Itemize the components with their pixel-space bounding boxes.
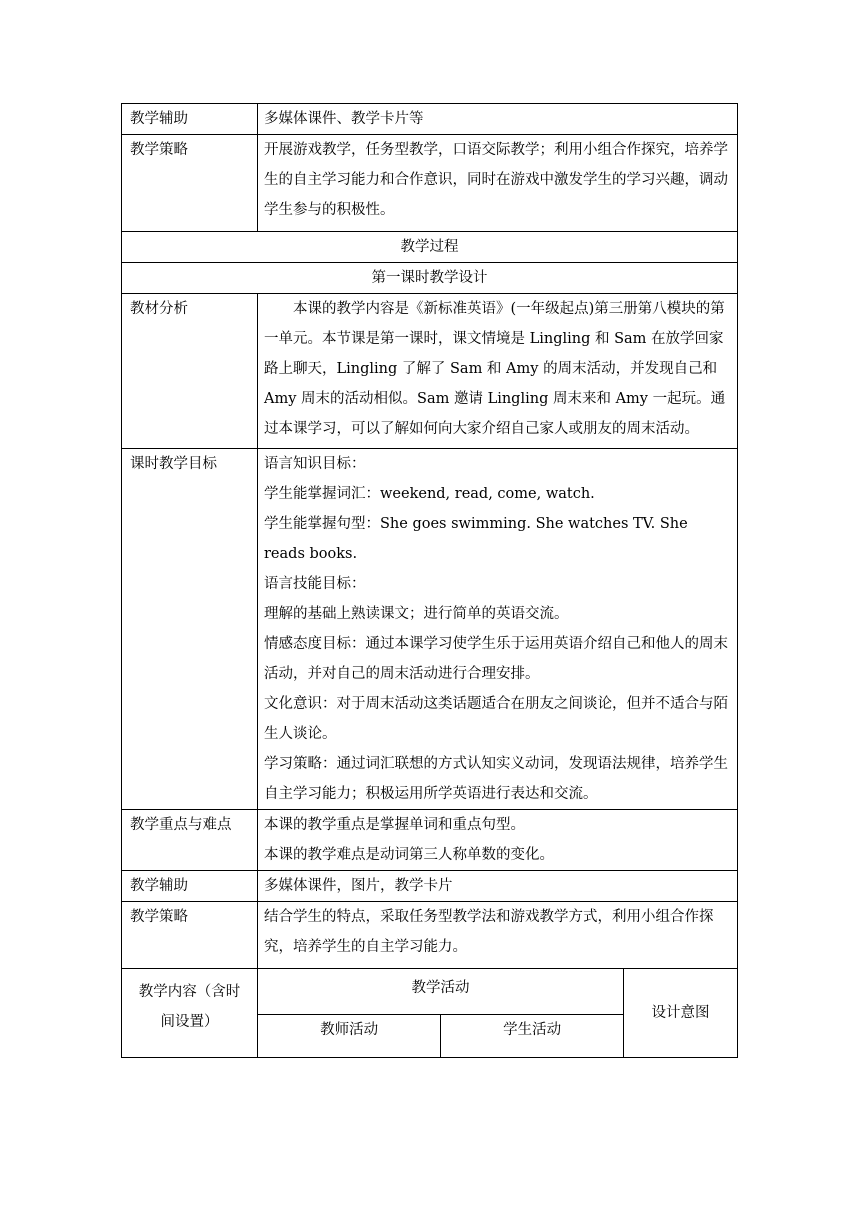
student-activity-heading: 学生活动 xyxy=(441,1015,624,1058)
activity-header-table xyxy=(258,969,737,1057)
analysis-text: 本课的教学内容是《新标准英语》(一年级起点)第三册第八模块的第一单元。本节课是第一课时，课文情境是 Lingling 和 Sam 在放学回家路上聊天，Lingling 了解了 Sam 和 Amy 的周末活动，并发现自己和 Amy 周末的活动相似。Sam 邀请 Lingling 周末来和 Amy 一起玩。通过本课学习，可以了解如何向大家介绍自己家人或朋友的周末活动。 xyxy=(258,294,738,449)
aids-text: 多媒体课件，图片，教学卡片 xyxy=(258,871,738,902)
table-row xyxy=(122,810,738,871)
row-value: 开展游戏教学，任务型教学，口语交际教学；利用小组合作探究，培养学生的自主学习能力和合作意识，同时在游戏中激发学生的学习兴趣，调动学生参与的积极性。 xyxy=(258,135,738,232)
table-row xyxy=(122,969,738,1058)
table-row xyxy=(122,294,738,449)
objective-line: 语言知识目标： xyxy=(264,456,366,472)
row-label: 教学策略 xyxy=(122,902,258,969)
row-label: 教学辅助 xyxy=(122,104,258,135)
intent-heading: 设计意图 xyxy=(624,969,738,1057)
row-label: 教学策略 xyxy=(122,135,258,232)
objective-line: 学习策略：通过词汇联想的方式认知实义动词，发现语法规律，培养学生自主学习能力；积极运用所学英语进行表达和交流。 xyxy=(264,756,728,802)
table-row xyxy=(122,263,738,294)
row-label: 教学辅助 xyxy=(122,871,258,902)
teacher-activity-heading: 教师活动 xyxy=(258,1015,441,1058)
table-row xyxy=(122,104,738,135)
content-label: 教学内容（含时间设置） xyxy=(122,969,258,1058)
row-label: 教材分析 xyxy=(122,294,258,449)
objective-line: 语言技能目标： xyxy=(264,576,366,592)
row-label: 教学重点与难点 xyxy=(122,810,258,871)
objective-line: 学生能掌握词汇：weekend, read, come, watch. xyxy=(264,486,595,502)
objective-line: 文化意识：对于周末活动这类话题适合在朋友之间谈论，但并不适合与陌生人谈论。 xyxy=(264,696,728,742)
activities-heading: 教学活动 xyxy=(258,969,624,1015)
objective-line: 理解的基础上熟读课文；进行简单的英语交流。 xyxy=(264,606,569,622)
table-row xyxy=(122,871,738,902)
key-points-cell xyxy=(258,810,738,871)
section-title: 教学过程 xyxy=(122,232,738,263)
row-label: 课时教学目标 xyxy=(122,449,258,810)
table-row xyxy=(122,232,738,263)
key-point-line: 本课的教学重点是掌握单词和重点句型。 xyxy=(264,817,525,833)
table-row xyxy=(122,902,738,969)
objective-line: 学生能掌握句型：She goes swimming. She watches TV. She reads books. xyxy=(264,516,688,562)
row-value: 多媒体课件、教学卡片等 xyxy=(258,104,738,135)
lesson-plan-table xyxy=(121,103,738,1058)
objective-line: 情感态度目标：通过本课学习使学生乐于运用英语介绍自己和他人的周末活动，并对自己的周末活动进行合理安排。 xyxy=(264,636,728,682)
table-row xyxy=(122,135,738,232)
subsection-title: 第一课时教学设计 xyxy=(122,263,738,294)
lesson-plan-page xyxy=(121,103,738,1058)
objectives-cell xyxy=(258,449,738,810)
strategy-text: 结合学生的特点，采取任务型教学法和游戏教学方式，利用小组合作探究，培养学生的自主学习能力。 xyxy=(258,902,738,969)
key-point-line: 本课的教学难点是动词第三人称单数的变化。 xyxy=(264,847,554,863)
activity-header-cell xyxy=(258,969,738,1058)
table-row xyxy=(122,449,738,810)
